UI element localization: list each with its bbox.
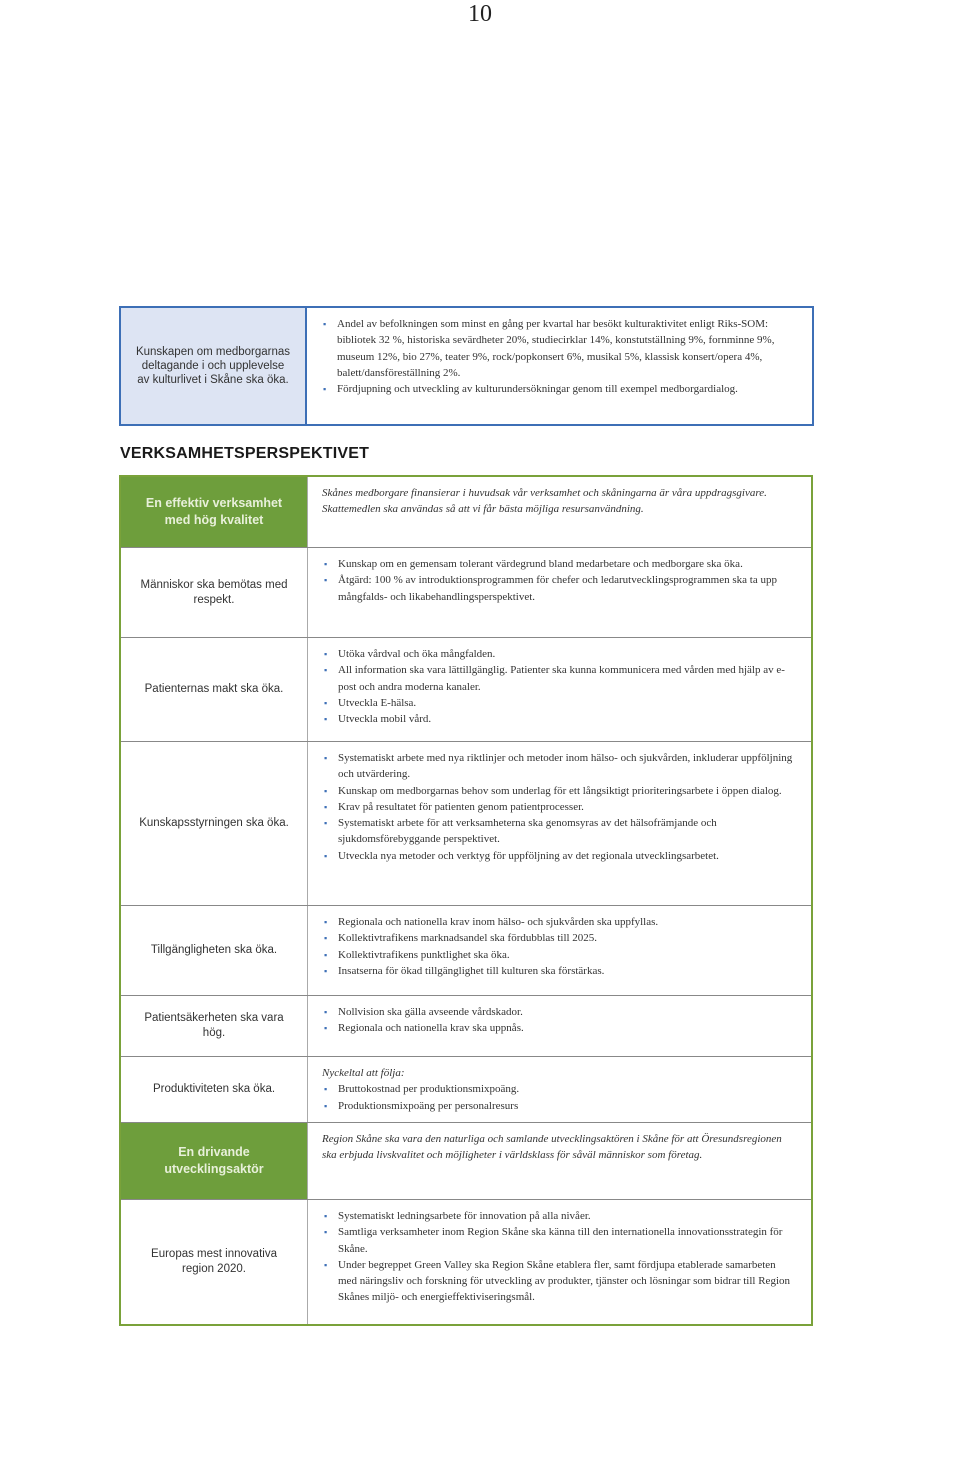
measure-item: ▪ Krav på resultatet för patienten genom patientprocesser. (322, 799, 797, 815)
kultur-goal-box (119, 306, 814, 426)
measure-item: ▪ Utöka vårdval och öka mångfalden. (322, 646, 797, 662)
perspective-header: En effektiv verksamhet med hög kvalitet (121, 477, 308, 547)
goal-measures (308, 742, 811, 905)
table-row (121, 906, 811, 996)
goal-measures (308, 906, 811, 995)
measure-item: ▪ Utveckla nya metoder och verktyg för uppföljning av det regionala utvecklingsarbetet. (322, 848, 797, 864)
table-row (121, 996, 811, 1057)
perspective-intro: Skånes medborgare finansierar i huvudsak vår verksamhet och skåningarna är våra uppdragsgivare. Skattemedlen ska användas så att vi får bästa möjliga resursanvändning. (322, 487, 767, 516)
verksamhet-table (119, 475, 813, 1326)
goal-label: Europas mest innovativa region 2020. (121, 1200, 308, 1324)
measure-list (322, 1081, 797, 1114)
measure-item: ▪ Kunskap om en gemensam tolerant värdegrund bland medarbetare och medborgare ska öka. (322, 556, 797, 572)
table-row (121, 1123, 811, 1200)
measure-item: ▪ Regionala och nationella krav inom hälso- och sjukvården ska uppfyllas. (322, 914, 797, 930)
table-row (121, 638, 811, 742)
goal-label: Patienternas makt ska öka. (121, 638, 308, 741)
measure-item: ▪ Utveckla mobil vård. (322, 711, 797, 727)
table-row (121, 548, 811, 638)
kultur-measure-item: ▪ Andel av befolkningen som minst en gång per kvartal har besökt kulturaktivitet enligt Riks-SOM: bibliotek 32 %, historiska sevärdheter 20%, studiecirklar 14%, konstutställning 9%, fornminne 9%, museum 12%, bio 27%, teater 9%, rock/popkonsert 6%, musikal 5%, klassisk konsert/opera 4%, balett/dansföreställning 2%. (321, 316, 800, 381)
measure-item: ▪ Nollvision ska gälla avseende vårdskador. (322, 1004, 797, 1020)
measure-item: ▪ Kollektivtrafikens marknadsandel ska fördubblas till 2025. (322, 930, 797, 946)
measure-item: ▪ Utveckla E-hälsa. (322, 695, 797, 711)
goal-label: Människor ska bemötas med respekt. (121, 548, 308, 637)
page-number: 10 (468, 1, 492, 27)
table-row (121, 742, 811, 906)
goal-label: Patientsäkerheten ska vara hög. (121, 996, 308, 1056)
measure-item: ▪ Regionala och nationella krav ska uppnås. (322, 1020, 797, 1036)
measure-item: ▪ Produktionsmixpoäng per personalresurs (322, 1098, 797, 1114)
measure-item: ▪ Systematiskt arbete för att verksamheterna ska genomsyras av det hälsofrämjande och sjukdomsförebyggande perspektivet. (322, 815, 797, 848)
perspective-header: En drivande utvecklingsaktör (121, 1123, 308, 1199)
kultur-goal-measures (307, 308, 812, 424)
measure-item: ▪ Bruttokostnad per produktionsmixpoäng. (322, 1081, 797, 1097)
measure-item: ▪ Insatserna för ökad tillgänglighet till kulturen ska förstärkas. (322, 963, 797, 979)
measure-list (322, 1208, 797, 1306)
goal-measures (308, 548, 811, 637)
measure-list (322, 750, 797, 864)
goal-label: Kunskapsstyrningen ska öka. (121, 742, 308, 905)
goal-measures (308, 638, 811, 741)
measure-list (322, 646, 797, 727)
measure-list (322, 556, 797, 605)
measure-item: ▪ Samtliga verksamheter inom Region Skåne ska känna till den internationella innovationsstrategin för Skåne. (322, 1224, 797, 1257)
measure-item: ▪ Kunskap om medborgarnas behov som underlag för ett långsiktigt prioriteringsarbete i öppen dialog. (322, 783, 797, 799)
kultur-measure-item: ▪ Fördjupning och utveckling av kulturundersökningar genom till exempel medborgardialog. (321, 381, 800, 397)
perspective-intro: Region Skåne ska vara den naturliga och samlande utvecklingsaktören i Skåne för att Öresundsregionen ska erbjuda livskvalitet och möjligheter i världsklass för såväl människor som företag. (322, 1133, 782, 1162)
measure-item: ▪ Under begreppet Green Valley ska Region Skåne etablera fler, samt fördjupa etablerade samarbeten med näringsliv och forskning för utveckling av produkter, tjänster och lösningar som bidrar till Region Skånes miljö- och energieffektiviseringsmål. (322, 1257, 797, 1306)
measure-item: ▪ Kollektivtrafikens punktlighet ska öka. (322, 947, 797, 963)
measure-item: ▪ Systematiskt ledningsarbete för innovation på alla nivåer. (322, 1208, 797, 1224)
measure-list (322, 914, 797, 979)
measure-item: ▪ Åtgärd: 100 % av introduktionsprogrammen för chefer och ledarutvecklingsprogrammen ska ta upp mångfalds- och likabehandlingsperspektivet. (322, 572, 797, 605)
goal-measures (308, 996, 811, 1056)
measure-item: ▪ All information ska vara lättillgänglig. Patienter ska kunna kommunicera med vården med hjälp av e-post och andra moderna kanaler. (322, 662, 797, 695)
goal-measures (308, 1057, 811, 1122)
table-row (121, 477, 811, 548)
table-row (121, 1200, 811, 1324)
goal-label: Tillgängligheten ska öka. (121, 906, 308, 995)
measure-list (322, 1004, 797, 1037)
measure-item: ▪ Systematiskt arbete med nya riktlinjer och metoder inom hälso- och sjukvården, inkluderar uppföljning och utvärdering. (322, 750, 797, 783)
kultur-measure-list (321, 316, 800, 397)
table-row (121, 1057, 811, 1123)
goal-label: Produktiviteten ska öka. (121, 1057, 308, 1122)
kultur-goal-label: Kunskapen om medborgarnas deltagande i och upplevelse av kulturlivet i Skåne ska öka. (121, 308, 307, 424)
goal-measures (308, 1200, 811, 1324)
measure-intro: Nyckeltal att följa: (322, 1067, 405, 1079)
section-heading: VERKSAMHETSPERSPEKTIVET (120, 445, 370, 462)
